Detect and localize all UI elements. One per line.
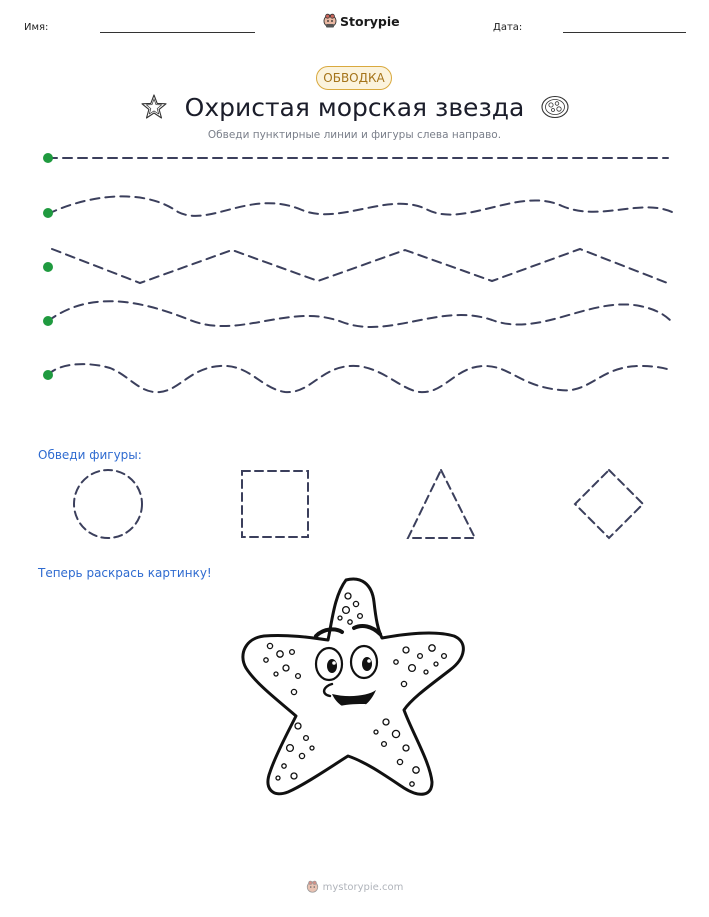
shapes-section-label: Обведи фигуры: [38, 448, 142, 462]
footer-site-link[interactable]: mystorypie.com [322, 881, 404, 893]
name-field[interactable] [100, 32, 255, 33]
start-dot [43, 316, 53, 326]
tracing-line-zigzag[interactable] [52, 249, 670, 284]
start-dot [43, 262, 53, 272]
page-title [0, 92, 709, 128]
dashed-triangle-icon[interactable] [408, 470, 475, 538]
coloring-section-label: Теперь раскрась картинку! [38, 566, 212, 580]
date-label: Дата: [493, 22, 523, 33]
name-label: Имя: [24, 22, 49, 33]
instructions-subtitle: Обведи пунктирные линии и фигуры слева направо. [207, 129, 502, 141]
tracing-line-wave[interactable] [48, 196, 672, 215]
storypie-mascot-icon [306, 880, 319, 894]
start-dot [43, 370, 53, 380]
tracing-lines [0, 140, 709, 400]
start-dot [43, 153, 53, 163]
dashed-circle-icon[interactable] [74, 470, 142, 538]
category-badge: ОБВОДКА [316, 66, 392, 90]
storypie-mascot-icon [323, 13, 337, 29]
tracing-line-wave-2[interactable] [48, 301, 672, 327]
date-field[interactable] [563, 32, 686, 33]
brand-logo [323, 13, 400, 29]
dashed-diamond-icon[interactable] [575, 470, 643, 538]
star-outline-icon [139, 92, 169, 122]
page-title-text: Охристая морская звезда [184, 92, 525, 122]
brand-name: Storypie [340, 13, 400, 29]
tracing-line-bumps[interactable] [48, 364, 670, 392]
tracing-shapes [0, 460, 709, 550]
starfish-icon[interactable] [236, 572, 472, 802]
start-dot [43, 208, 53, 218]
dashed-square-icon[interactable] [242, 471, 308, 537]
coral-blob-icon [540, 94, 570, 120]
footer [0, 880, 709, 894]
